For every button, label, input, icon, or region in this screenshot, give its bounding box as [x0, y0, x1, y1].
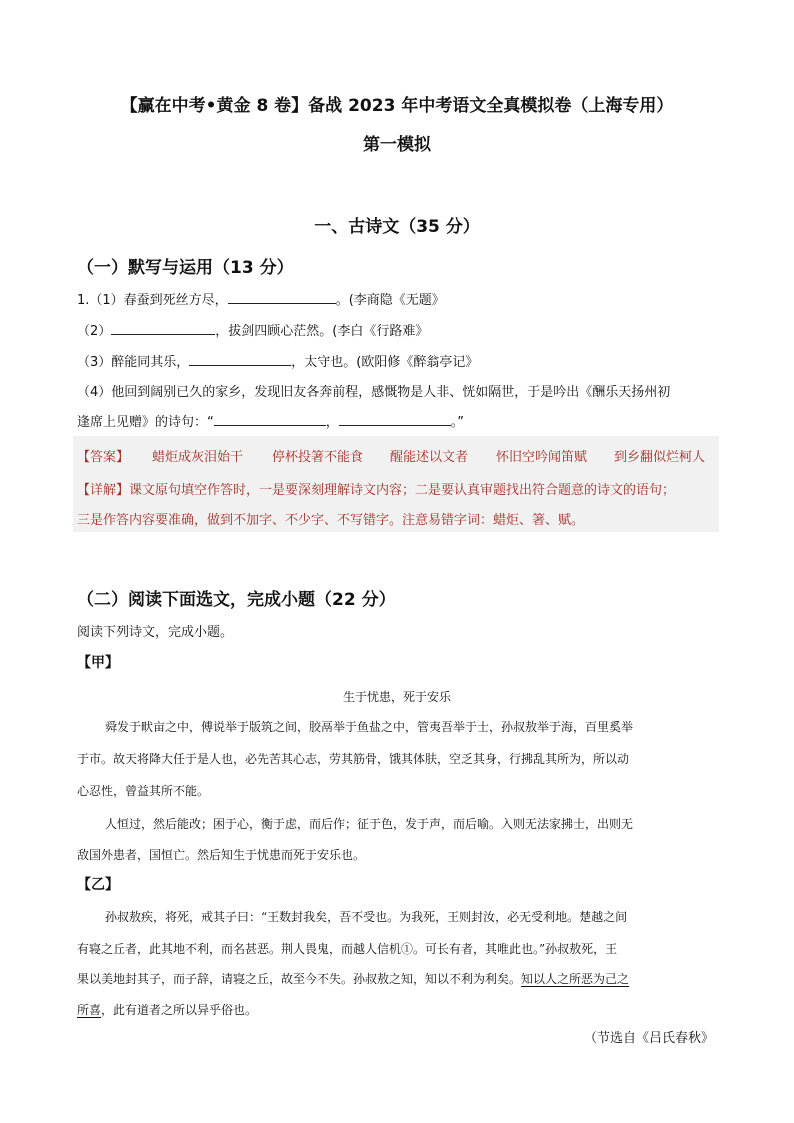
page-title: 【赢在中考•黄金 8 卷】备战 2023 年中考语文全真模拟卷（上海专用）: [120, 96, 674, 116]
q1-1-source: 。(李商隐《无题》: [335, 293, 445, 308]
passage-title: 生于忧患，死于安乐: [342, 690, 451, 704]
underlined-sentence: 知以人之所恶为己之: [521, 972, 630, 986]
question-line-2: [77, 322, 428, 341]
q1-3-source: ，太守也。(欧阳修《醉翁亭记》: [291, 355, 479, 370]
passage-jia-line: 敌国外患者，国恒亡。然后知生于忧患而死于安乐也。: [77, 848, 366, 862]
comma: ，: [325, 415, 339, 430]
passage-text: 果以美地封其子，而子辞，请寝之丘，故至今不失。孙叔敖之知，知以不利为利矣。: [77, 972, 522, 986]
answer-blank[interactable]: [214, 413, 326, 426]
q1-4-text: 逢席上见赠》的诗句：“: [77, 415, 214, 430]
question-line-1: [77, 291, 445, 310]
answer-item: 到乡翻似烂柯人: [614, 450, 706, 465]
answer-blank[interactable]: [339, 413, 451, 426]
passage-yi-line: 孙叔敖疾，将死，戒其子曰：“王数封我矣，吾不受也。为我死，王则封汝，必无受利地。楚越之间: [105, 910, 628, 924]
reading-instruction: 阅读下列诗文，完成小题。: [77, 625, 234, 640]
detail-line-2: 三是作答内容要准确，做到不加字、不少字、不写错字。注意易错字词：蜡炬、箸、赋。: [77, 513, 585, 528]
passage-label-jia: 【甲】: [77, 655, 119, 671]
subsection-heading-1: （一）默写与运用（13 分）: [77, 258, 294, 278]
answer-blank[interactable]: [228, 291, 336, 304]
passage-source: （节选自《吕氏春秋》: [583, 1031, 714, 1046]
answer-item: 醒能述以文者: [390, 450, 469, 465]
q1-1-text: 1.（1）春蚕到死丝方尽，: [77, 293, 228, 308]
passage-text: ，此有道者之所以异乎俗也。: [101, 1003, 258, 1017]
question-line-4b: [77, 413, 464, 432]
answer-blank[interactable]: [189, 353, 291, 366]
close-quote: 。”: [450, 415, 465, 430]
answer-item: 怀旧空吟闻笛赋: [496, 450, 588, 465]
passage-yi-line: 有寝之丘者，此其地不利，而名甚恶。荆人畏鬼，而越人信机①。可长有者，其唯此也。”孙叔敖死，王: [77, 942, 618, 956]
page-subtitle: 第一模拟: [363, 135, 431, 155]
passage-jia-line: 人恒过，然后能改；困于心，衡于虑，而后作；征于色，发于声，而后喻。入则无法家拂士，出则无: [105, 817, 634, 831]
section-heading: 一、古诗文（35 分）: [314, 217, 480, 237]
passage-jia-line: 心忍性，曾益其所不能。: [77, 784, 210, 798]
question-line-3: [77, 353, 478, 372]
q1-3-text: （3）醉能同其乐，: [77, 355, 190, 370]
passage-yi-line: [77, 970, 629, 987]
q1-2-text: ，拔剑四顾心茫然。(李白《行路难》: [215, 324, 429, 339]
answer-tag: 【答案】: [77, 450, 130, 465]
detail-line-1: [77, 479, 675, 498]
detail-tag: 【详解】: [77, 483, 130, 498]
q1-2-num: （2）: [77, 324, 112, 339]
answer-item: 蜡炬成灰泪始干: [152, 450, 244, 465]
answer-item: 停杯投箸不能食: [272, 450, 364, 465]
subsection-heading-2: （二）阅读下面选文，完成小题（22 分）: [77, 590, 396, 610]
passage-jia-line: 于市。故天将降大任于是人也，必先苦其心志，劳其筋骨，饿其体肤，空乏其身，行拂乱其所为，所以动: [77, 752, 630, 766]
underlined-sentence: 所喜: [77, 1003, 102, 1017]
passage-yi-line: [77, 1001, 257, 1018]
answer-blank[interactable]: [111, 322, 215, 335]
question-line-4a: （4）他回到阔别已久的家乡，发现旧友各奔前程，感慨物是人非、恍如隔世，于是吟出《酬乐天扬州初: [77, 385, 671, 400]
detail-text-1: 课文原句填空作答时，一是要深刻理解诗文内容；二是要认真审题找出符合题意的诗文的语句；: [129, 483, 676, 498]
passage-label-yi: 【乙】: [77, 877, 119, 893]
passage-jia-line: 舜发于畎亩之中，傅说举于版筑之间，胶鬲举于鱼盐之中，管夷吾举于士，孙叔敖举于海，百里奚举: [105, 720, 634, 734]
